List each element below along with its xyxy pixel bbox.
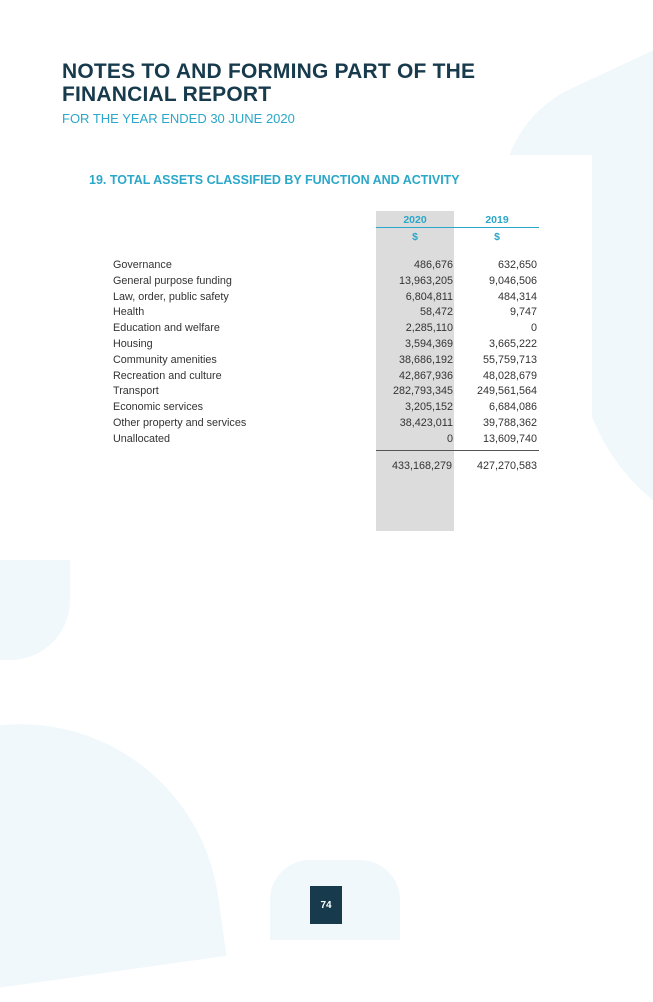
value-2020: 13,963,205 xyxy=(398,274,453,287)
row-label: Health xyxy=(113,306,145,319)
column-header-2020: 2020 xyxy=(403,214,427,226)
row-label: Transport xyxy=(113,385,159,398)
value-2019: 484,314 xyxy=(497,290,537,303)
value-2019: 3,665,222 xyxy=(488,337,537,350)
row-label: Education and welfare xyxy=(113,322,220,335)
column-unit-2019: $ xyxy=(494,231,500,243)
note-panel xyxy=(62,155,592,485)
value-2020: 38,423,011 xyxy=(399,416,453,429)
value-2019: 55,759,713 xyxy=(482,353,537,366)
value-2020: 486,676 xyxy=(413,259,453,271)
total-2020: 433,168,279 xyxy=(391,460,452,472)
column-header-2019: 2019 xyxy=(485,214,509,226)
value-2019: 6,684,086 xyxy=(488,401,537,414)
value-2019: 9,747 xyxy=(509,306,537,319)
page-title: NOTES TO AND FORMING PART OF THE FINANCIAL REPORT xyxy=(62,60,476,106)
background-shape xyxy=(0,698,226,1001)
value-2020: 6,804,811 xyxy=(405,290,453,303)
value-2020: 42,867,936 xyxy=(398,369,453,382)
row-label: Recreation and culture xyxy=(113,369,222,382)
page-subtitle: FOR THE YEAR ENDED 30 JUNE 2020 xyxy=(62,111,295,126)
value-2020: 2,285,110 xyxy=(405,322,453,335)
value-2020: 0 xyxy=(446,432,453,445)
value-2019: 9,046,506 xyxy=(488,274,537,287)
row-label: Housing xyxy=(113,337,153,350)
value-2020: 3,205,152 xyxy=(404,401,453,414)
row-label: Governance xyxy=(113,259,172,271)
value-2019: 632,650 xyxy=(497,259,537,271)
row-label: Other property and services xyxy=(113,416,247,429)
header-rule xyxy=(376,227,539,228)
row-label: Economic services xyxy=(113,401,204,414)
value-2019: 0 xyxy=(530,322,537,335)
page-number: 74 xyxy=(310,886,342,924)
value-2020: 282,793,345 xyxy=(392,385,453,398)
total-2019: 427,270,583 xyxy=(476,460,537,472)
row-label: Law, order, public safety xyxy=(113,290,229,303)
value-2020: 3,594,369 xyxy=(404,337,453,350)
value-2019: 39,788,362 xyxy=(482,416,537,429)
column-unit-2020: $ xyxy=(412,231,418,243)
note-title: 19. TOTAL ASSETS CLASSIFIED BY FUNCTION AND ACTIVITY xyxy=(89,173,460,187)
background-shape xyxy=(0,560,70,660)
row-label: Unallocated xyxy=(113,432,171,445)
value-2019: 48,028,679 xyxy=(482,369,537,382)
value-2019: 249,561,564 xyxy=(476,385,537,398)
value-2019: 13,609,740 xyxy=(482,432,537,445)
value-2020: 38,686,192 xyxy=(398,353,453,366)
row-label: General purpose funding xyxy=(113,274,232,287)
value-2020: 58,472 xyxy=(419,306,453,319)
subtotal-rule xyxy=(376,450,539,451)
row-label: Community amenities xyxy=(113,353,217,366)
